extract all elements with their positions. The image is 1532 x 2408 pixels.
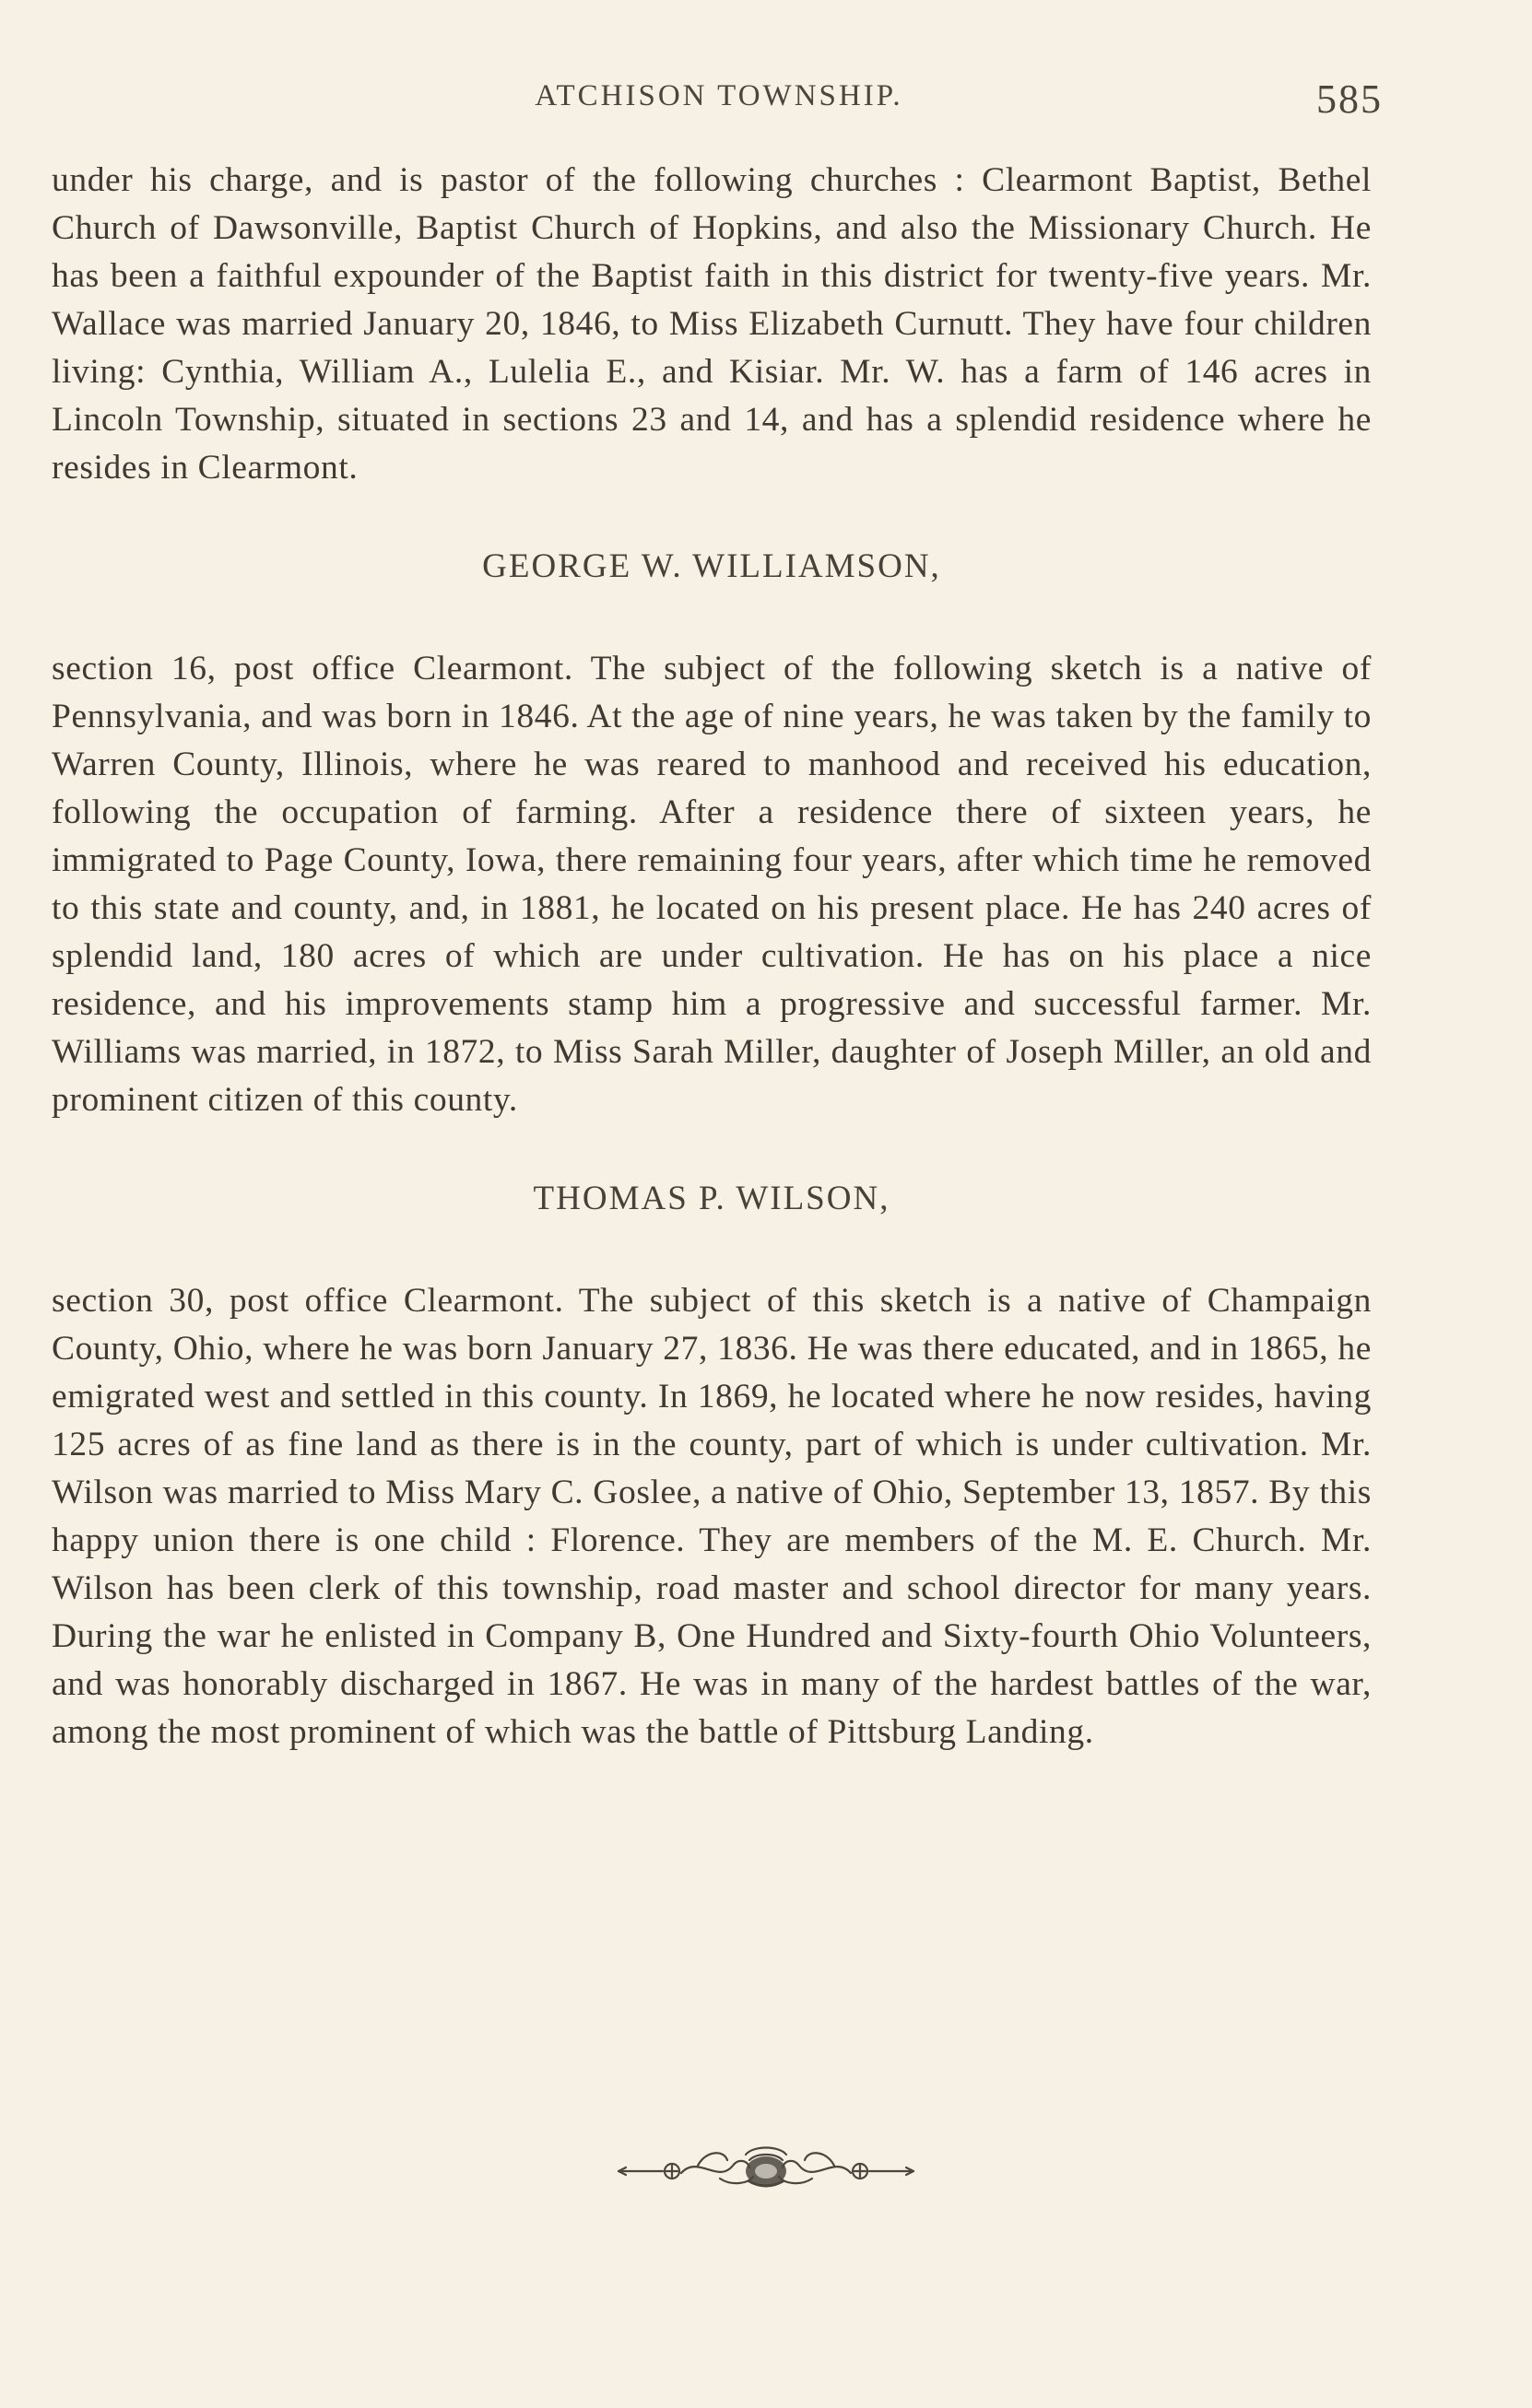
continued-paragraph: under his charge, and is pastor of the following churches : Clearmont Baptist, Bethel Church of Dawsonville, Baptist Church of Hopkins, and also the Missionary Church. He has been a faithful expounder of the Baptist faith in this district for twenty-five years. Mr. Wallace was married January 20, 1846, to Miss Elizabeth Curnutt. They have four children living: Cynthia, William A., Lulelia E., and Kisiar. Mr. W. has a farm of 146 acres in Lincoln Township, situated in sections 23 and 14, and has a splendid residence where he resides in Clearmont. bbox=[52, 161, 1372, 487]
section-heading-williamson: GEORGE W. WILLIAMSON, bbox=[482, 547, 941, 585]
paragraph-williamson: section 16, post office Clearmont. The subject of the following sketch is a native of Pennsylvania, and was born in 1846. At the age of nine years, he was taken by the family to Warren County, Illinois, where he was reared to manhood and received his education, following the occupation of farming. After a residence there of sixteen years, he immigrated to Page County, Iowa, there remaining four years, after which time he removed to this state and county, and, in 1881, he located on his present place. He has 240 acres of splendid land, 180 acres of which are under cultivation. He has on his place a nice residence, and his improvements stamp him a progressive and successful farmer. Mr. Williams was married, in 1872, to Miss Sarah Miller, daughter of Joseph Miller, an old and prominent citizen of this county. bbox=[52, 650, 1372, 1119]
running-header-title: ATCHISON TOWNSHIP. bbox=[535, 79, 903, 112]
ornament-graphic bbox=[609, 2138, 923, 2193]
body-text bbox=[52, 157, 1372, 1756]
running-header bbox=[55, 76, 1383, 122]
page-number: 585 bbox=[1316, 76, 1383, 122]
decorative-scroll-ornament-icon bbox=[0, 2138, 1532, 2193]
section-heading-wilson: THOMAS P. WILSON, bbox=[533, 1180, 890, 1217]
paragraph-wilson: section 30, post office Clearmont. The subject of this sketch is a native of Champaign County, Ohio, where he was born January 27, 1836. He was there educated, and in 1865, he emigrated west and settled in this county. In 1869, he located where he now resides, having 125 acres of as fine land as there is in the county, part of which is under cultivation. Mr. Wilson was married to Miss Mary C. Goslee, a native of Ohio, September 13, 1857. By this happy union there is one child : Florence. They are members of the M. E. Church. Mr. Wilson has been clerk of this township, road master and school director for many years. During the war he enlisted in Company B, One Hundred and Sixty-fourth Ohio Volunteers, and was honorably discharged in 1867. He was in many of the hardest battles of the war, among the most prominent of which was the battle of Pittsburg Landing. bbox=[52, 1282, 1372, 1751]
